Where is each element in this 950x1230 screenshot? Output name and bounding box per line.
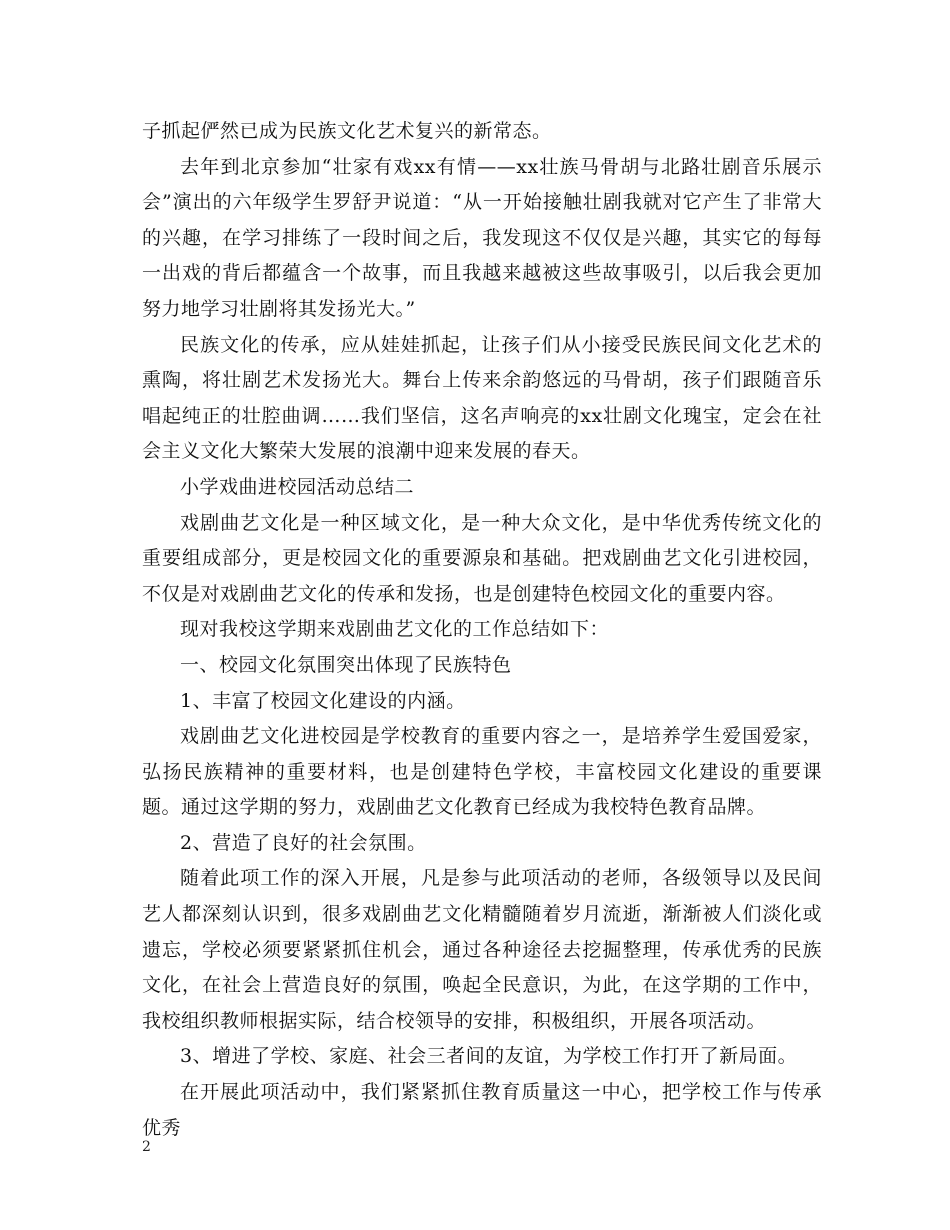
list-item-heading: 1、丰富了校园文化建设的内涵。 (180, 689, 466, 712)
subsection-heading: 一、校园文化氛围突出体现了民族特色 (180, 653, 512, 676)
page-number: 2 (142, 1139, 151, 1155)
paragraph: 戏剧曲艺文化进校园是学校教育的重要内容之一，是培养学生爱国爱家，弘扬民族精神的重要材料，也是创建特色学校，丰富校园文化建设的重要课题。通过这学期的努力，戏剧曲艺文化教育已经成为我校特色教育品牌。 (142, 725, 822, 819)
paragraph: 去年到北京参加“壮家有戏xx有情——xx壮族马骨胡与北路壮剧音乐展示会”演出的六年级学生罗舒尹说道：“从一开始接触壮剧我就对它产生了非常大的兴趣，在学习排练了一段时间之后，我发现这不仅仅是兴趣，其实它的每每一出戏的背后都蕴含一个故事，而且我越来越被这些故事吸引，以后我会更加努力地学习壮剧将其发扬光大。” (142, 155, 822, 320)
paragraph: 在开展此项活动中，我们紧紧抓住教育质量这一中心，把学校工作与传承优秀 (142, 1081, 822, 1139)
paragraph: 子抓起俨然已成为民族文化艺术复兴的新常态。 (142, 120, 552, 142)
section-heading: 小学戏曲进校园活动总结二 (180, 475, 415, 498)
paragraph: 现对我校这学期来戏剧曲艺文化的工作总结如下： (180, 618, 610, 641)
paragraph: 民族文化的传承，应从娃娃抓起，让孩子们从小接受民族民间文化艺术的熏陶，将壮剧艺术发扬光大。舞台上传来余韵悠远的马骨胡，孩子们跟随音乐唱起纯正的壮腔曲调……我们坚信，这名声响亮的xx壮剧文化瑰宝，定会在社会主义文化大繁荣大发展的浪潮中迎来发展的春天。 (142, 333, 822, 463)
document-body (142, 114, 822, 1146)
list-item-heading: 2、营造了良好的社会氛围。 (180, 831, 427, 854)
paragraph: 戏剧曲艺文化是一种区域文化，是一种大众文化，是中华优秀传统文化的重要组成部分，更是校园文化的重要源泉和基础。把戏剧曲艺文化引进校园，不仅是对戏剧曲艺文化的传承和发扬，也是创建特色校园文化的重要内容。 (142, 511, 822, 605)
paragraph: 随着此项工作的深入开展，凡是参与此项活动的老师，各级领导以及民间艺人都深刻认识到，很多戏剧曲艺文化精髓随着岁月流逝，渐渐被人们淡化或遗忘，学校必须要紧紧抓住机会，通过各种途径去挖掘整理，传承优秀的民族文化，在社会上营造良好的氛围，唤起全民意识，为此，在这学期的工作中，我校组织教师根据实际，结合校领导的安排，积极组织，开展各项活动。 (142, 867, 822, 1032)
list-item-heading: 3、增进了学校、家庭、社会三者间的友谊，为学校工作打开了新局面。 (180, 1045, 798, 1068)
